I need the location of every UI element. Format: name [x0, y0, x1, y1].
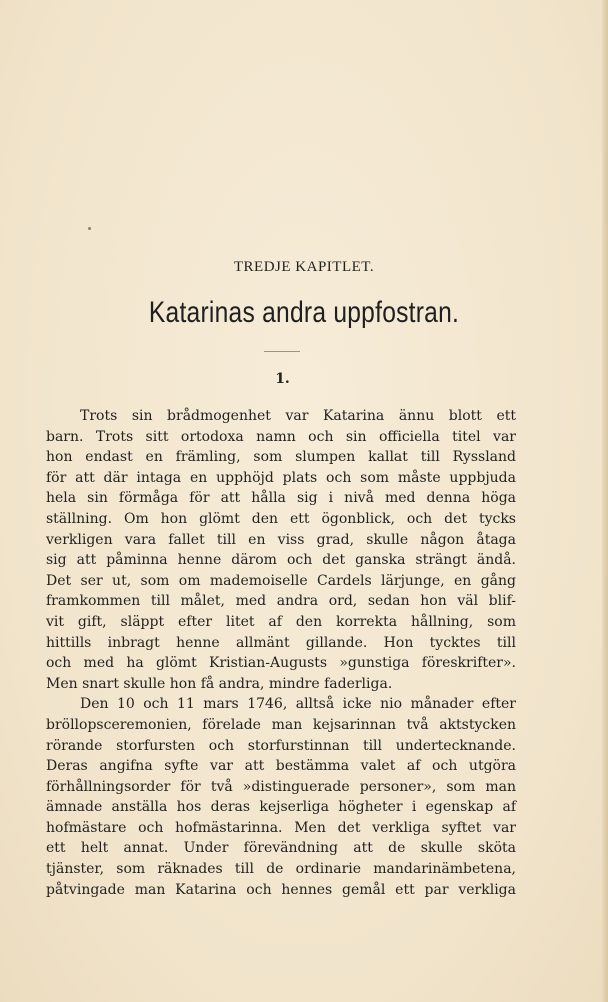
text-line: Men snart skulle hon få andra, mindre faderliga.: [46, 675, 393, 692]
text-line: framkommen till målet, med andra ord, sedan hon väl blif-: [46, 593, 516, 610]
text-line: hela sin förmåga för att hålla sig i nivå med denna höga: [46, 490, 516, 507]
text-line: påtvingade man Katarina och hennes gemål ett par verkliga: [46, 881, 516, 898]
chapter-label: TREDJE KAPITLET.: [233, 259, 375, 275]
text-line: vit gift, släppt efter litet af den korrekta hållning, som: [46, 613, 516, 630]
chapter-title: Katarinas andra uppfostran.: [148, 296, 460, 329]
text-line: barn. Trots sitt ortodoxa namn och sin officiella titel var: [46, 428, 516, 445]
text-line: hittills inbragt henne allmänt gillande. Hon tycktes till: [46, 634, 516, 651]
page-edge: [602, 0, 608, 1002]
text-line: hon endast en främling, som slumpen kallat till Ryssland: [46, 449, 516, 466]
text-line: bröllopsceremonien, förelade man kejsarinnan två aktstycken: [46, 716, 516, 733]
text-line: rörande storfursten och storfurstinnan till undertecknande.: [46, 737, 516, 754]
body-text: [46, 406, 516, 900]
text-line: ämnade anställa hos deras kejserliga högheter i egenskap af: [46, 799, 516, 816]
text-line: hofmästare och hofmästarinna. Men det verkliga syftet var: [46, 819, 516, 836]
text-line: tjänster, som räknades till de ordinarie mandarinämbetena,: [46, 861, 516, 878]
section-number: 1.: [275, 371, 290, 387]
text-line: och med ha glömt Kristian-Augusts »gunstiga föreskrifter».: [46, 655, 516, 672]
text-line: Den 10 och 11 mars 1746, alltså icke nio månader efter: [80, 696, 516, 713]
text-line: ställning. Om hon glömt den ett ögonblick, och det tycks: [46, 510, 516, 527]
text-line: Deras angifna syfte var att bestämma valet af och utgöra: [46, 758, 516, 775]
text-line: för att där intaga en upphöjd plats och som måste uppbjuda: [46, 469, 516, 486]
text-line: verkligen vara fallet till en viss grad, skulle någon åtaga: [46, 531, 516, 548]
paper-speck: [88, 227, 91, 230]
text-line: Det ser ut, som om mademoiselle Cardels lärjunge, en gång: [46, 572, 516, 589]
text-line: förhållningsorder för två »distinguerade personer», som man: [46, 778, 516, 795]
text-line: sig att påminna henne därom och det ganska strängt ändå.: [46, 552, 516, 569]
text-line: ett helt annat. Under förevändning att de skulle sköta: [46, 840, 516, 857]
title-divider: [264, 351, 300, 352]
text-line: Trots sin brådmogenhet var Katarina ännu blott ett: [80, 408, 516, 424]
